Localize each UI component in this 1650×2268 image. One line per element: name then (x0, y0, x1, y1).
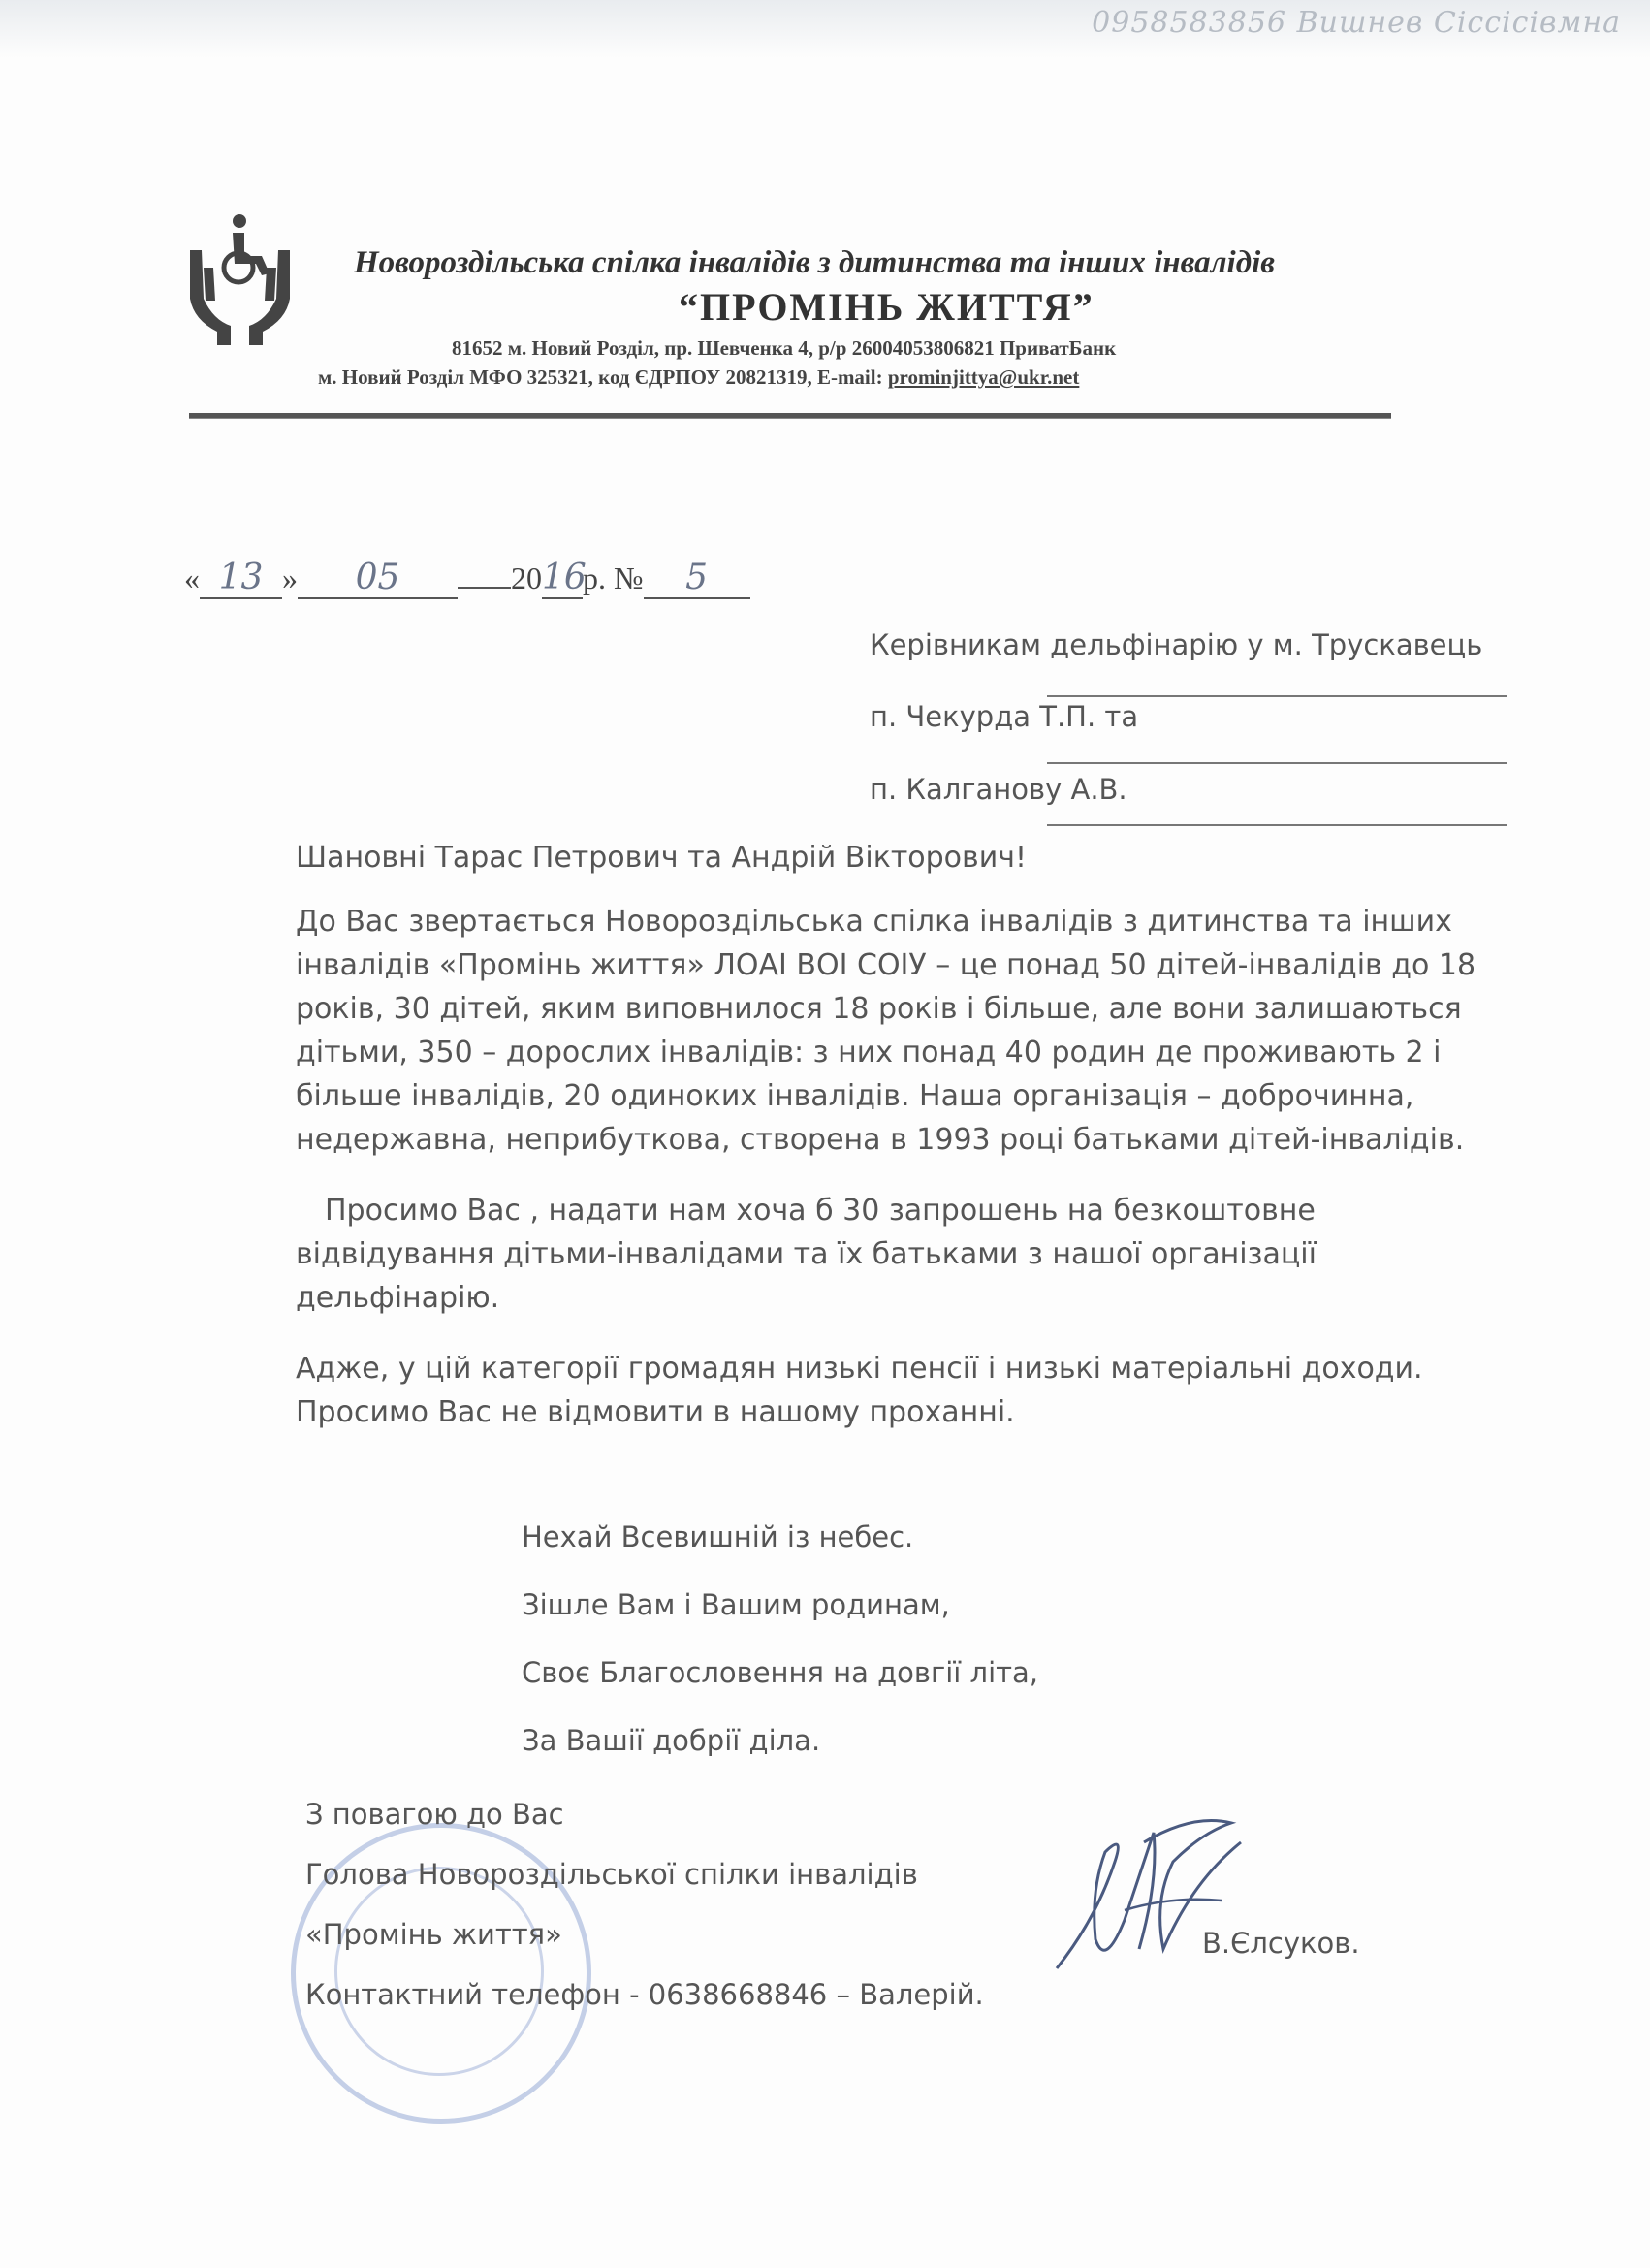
body-paragraph-1: До Вас звертається Новороздільська спілка інвалідів з дитинства та інших інвалідів «Промінь життя» ЛОАІ ВОІ СОІУ – це понад 50 дітей-інвалідів до 18 років, 30 дітей, яким виповнилося 18 років і більше, але вони залишаються дітьми, 350 – дорослих інвалідів: з них понад 40 родин де проживають 2 і більше інвалідів, 20 одиноких інвалідів. Наша організація – доброчинна, недержавна, неприбуткова, створена в 1993 році батьками дітей-інвалідів. (296, 905, 1476, 1157)
regards-text: З повагою до Вас (305, 1798, 564, 1831)
poem-line-2: Зішле Вам і Вашим родинам, (522, 1588, 950, 1621)
date-open-quote: « (184, 560, 200, 595)
document-number: 5 (644, 558, 750, 599)
addressee-line3: п. Калганову А.В. (870, 773, 1127, 806)
date-month: 05 (298, 558, 458, 599)
org-name: “ПРОМІНЬ ЖИТТЯ” (679, 285, 1095, 329)
org-address-line1: 81652 м. Новий Розділ, пр. Шевченка 4, р/р 26004053806821 ПриватБанк (452, 336, 1117, 360)
poem-line-1: Нехай Всевишній із небес. (522, 1520, 914, 1553)
date-close-quote: » (282, 560, 298, 595)
blessing-poem (522, 1503, 1038, 1774)
signer-org: «Промінь життя» (305, 1918, 562, 1951)
contact-phone: Контактний телефон - 0638668846 – Валерій. (305, 1978, 984, 2011)
greeting: Шановні Тарас Петрович та Андрій Вікторович! (296, 841, 1027, 875)
body-paragraph-3: Адже, у цій категорії громадян низькі пенсії і низькі матеріальні доходи. Просимо Вас не відмовити в нашому проханні. (296, 1352, 1423, 1429)
poem-line-4: За Вашії добрії діла. (522, 1724, 821, 1757)
top-handwritten-note: 0958583856 Вишнев Сіссісівмна (1092, 6, 1621, 40)
addressee-line2: п. Чекурда Т.П. та (870, 700, 1139, 733)
signer-name: В.Єлсуков. (1202, 1927, 1360, 1960)
org-email-link[interactable]: prominjittya@ukr.net (887, 366, 1080, 389)
date-number-label: р. № (583, 560, 644, 595)
addressee-underline1 (1047, 695, 1507, 697)
addressee-underline2 (1047, 762, 1507, 764)
date-year-prefix: 20 (511, 560, 542, 595)
addressee-underline3 (1047, 824, 1507, 826)
org-title: Новороздільська спілка інвалідів з дитинства та інших інвалідів (354, 245, 1275, 280)
date-day: 13 (200, 558, 282, 599)
poem-line-3: Своє Благословення на довгії літа, (522, 1656, 1039, 1689)
letterhead-divider (189, 413, 1391, 419)
addressee-line1: Керівникам дельфінарію у м. Трускавець (870, 628, 1483, 661)
body-paragraph-2: Просимо Вас , надати нам хоча б 30 запрошень на безкоштовне відвідування дітьми-інвалідами та їх батьками з нашої організації дельфінарію. (296, 1194, 1317, 1315)
address-text: м. Новий Розділ МФО 325321, код ЄДРПОУ 20821319, E-mail: (318, 366, 883, 389)
signer-position: Голова Новороздільської спілки інвалідів (305, 1858, 918, 1891)
hands-wheelchair-logo-icon (184, 211, 296, 347)
date-year-suffix: 16 (542, 558, 587, 597)
date-number-line (184, 558, 750, 599)
signature-block (305, 1784, 984, 2025)
org-address-line2 (318, 366, 1079, 390)
letter-body (296, 900, 1517, 1461)
